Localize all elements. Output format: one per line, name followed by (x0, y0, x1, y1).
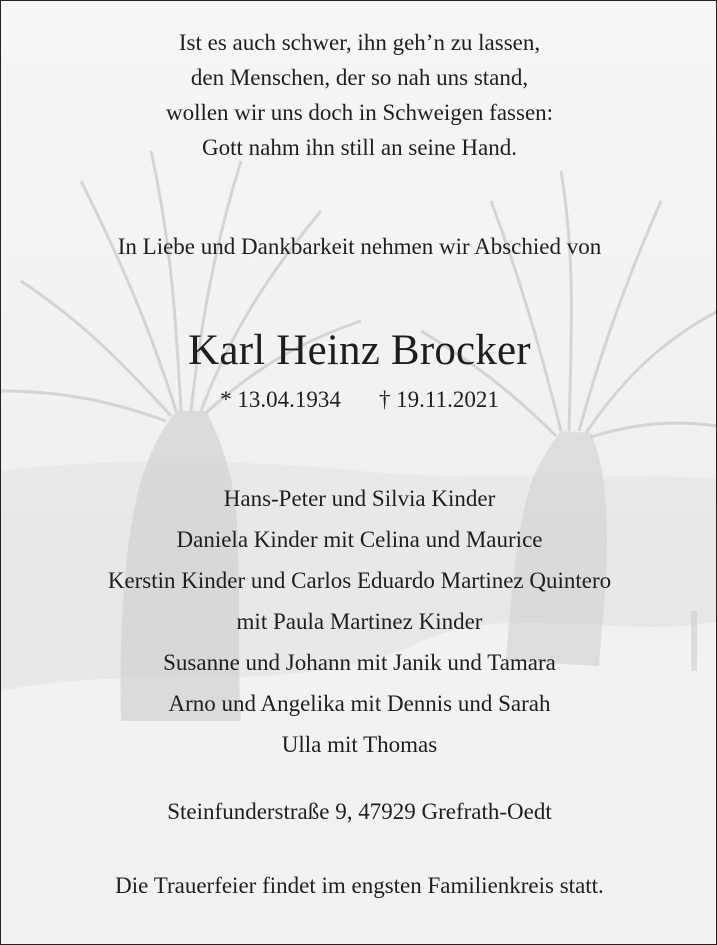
verse-line-2: den Menschen, der so nah uns stand, (190, 65, 529, 90)
mourner-line-3: Kerstin Kinder und Carlos Eduardo Martinez Quintero (107, 568, 612, 593)
notice-content (1, 1, 717, 945)
verse-line-4: Gott nahm ihn still an seine Hand. (202, 135, 517, 160)
birth-date: * 13.04.1934 (220, 387, 341, 412)
mourner-line-4: mit Paula Martinez Kinder (236, 609, 483, 634)
mourner-line-2: Daniela Kinder mit Celina und Maurice (176, 527, 543, 552)
funeral-info: Die Trauerfeier findet im engsten Familienkreis statt. (115, 873, 604, 898)
life-dates (1, 387, 717, 413)
mourner-line-5: Susanne und Johann mit Janik und Tamara (163, 650, 556, 675)
intro-text: In Liebe und Dankbarkeit nehmen wir Abschied von (117, 234, 602, 259)
mourner-line-1: Hans-Peter und Silvia Kinder (223, 486, 496, 511)
mourner-line-6: Arno und Angelika mit Dennis und Sarah (168, 691, 551, 716)
verse-line-1: Ist es auch schwer, ihn geh’n zu lassen, (178, 30, 541, 55)
deceased-name: Karl Heinz Brocker (188, 327, 531, 374)
verse-line-3: wollen wir uns doch in Schweigen fassen: (165, 100, 554, 125)
death-date: † 19.11.2021 (378, 387, 499, 412)
mourner-line-7: Ulla mit Thomas (281, 732, 438, 757)
family-address: Steinfunderstraße 9, 47929 Grefrath-Oedt (167, 799, 552, 824)
